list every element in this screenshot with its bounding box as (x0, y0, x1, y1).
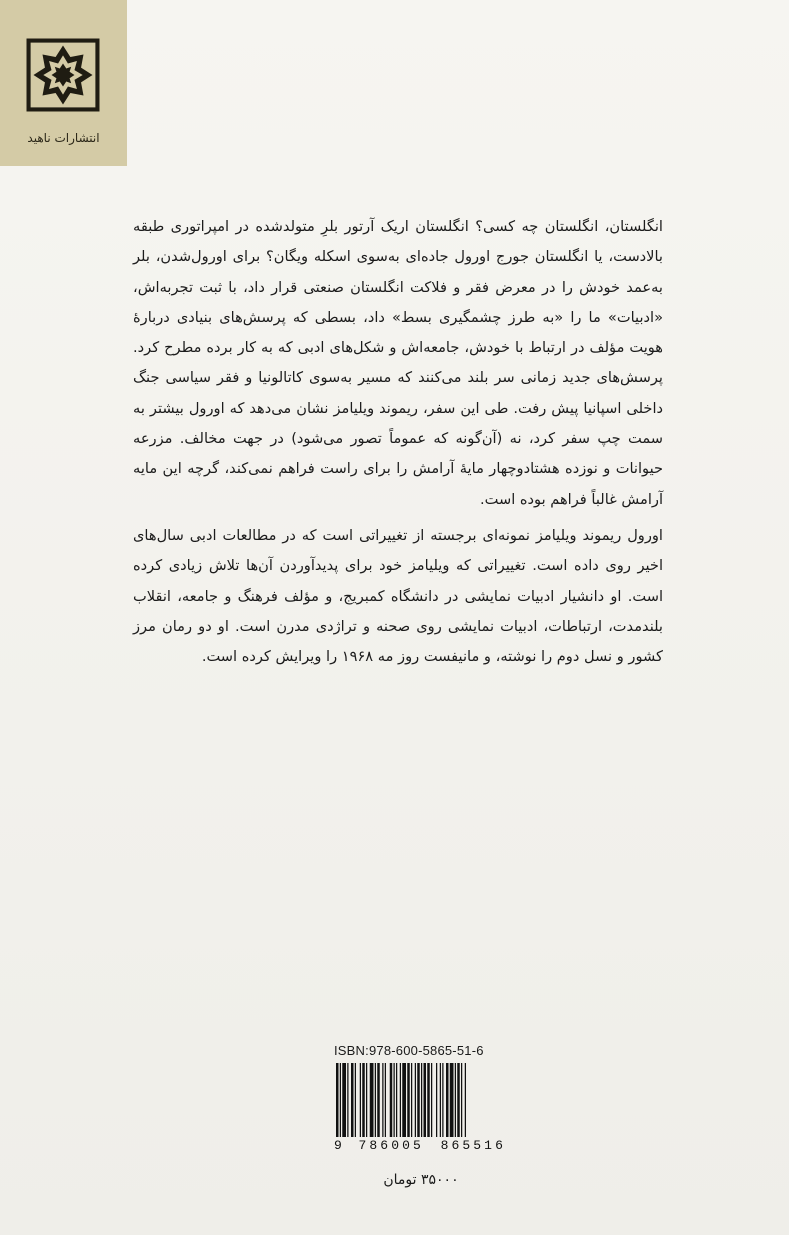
barcode-digits-left: 786005 (358, 1138, 424, 1153)
barcode-image (334, 1063, 506, 1137)
barcode-bar (390, 1063, 393, 1137)
barcode-bar (336, 1063, 339, 1137)
barcode-bar (440, 1063, 441, 1137)
barcode-bar (450, 1063, 454, 1137)
barcode-digits-right: 865516 (440, 1138, 506, 1153)
barcode-bar (421, 1063, 422, 1137)
barcode-bar (417, 1063, 420, 1137)
blurb-paragraph-1: انگلستان، انگلستان چه کسی؟ انگلستان اریک آرتور بلرِ متولدشده در امپراتوری طبقه بالادست، یا انگلستان جورج اورول جاده‌ای به‌سوی اسکله ویگان؟ برای اورول‌شدن، بلر به‌عمد خودش را در معرض فقر و فلاکت انگلستان صنعتی قرار داد، با ثبت تجربه‌اش، «ادبیات» ما را «به طرز چشمگیری بسط» داد، بسطی که پرسش‌های بنیادی دربارهٔ هویت مؤلف در ارتباط با خودش، جامعه‌اش و شکل‌های ادبی که به کار برده مطرح کرد. پرسش‌های جدید زمانی سر بلند می‌کنند که مسیر به‌سوی کاتالونیا و فقر سیاسی جنگ داخلی اسپانیا پیش رفت. طی این سفر، ریموند ویلیامز نشان می‌دهد که اورول بیشتر به سمت چپ سفر کرد، نه (آن‌گونه که عموماً تصور می‌شود) در جهت مخالف. مزرعه حیوانات و نوزده هشتادوچهار مایهٔ آرامش را برای راست فراهم نمی‌کند، گرچه این مایه آرامش غالباً فراهم بوده است. (133, 218, 663, 508)
barcode-bar (442, 1063, 443, 1137)
barcode-bar (400, 1063, 401, 1137)
barcode-bar (385, 1063, 386, 1137)
barcode-bar (396, 1063, 397, 1137)
barcode-bar (411, 1063, 412, 1137)
barcode-bar (375, 1063, 376, 1137)
publisher-name: انتشارات ناهید (27, 131, 100, 145)
barcode-bar (465, 1063, 466, 1137)
barcode-bar (427, 1063, 430, 1137)
barcode-digits (334, 1138, 506, 1153)
barcode-bar (355, 1063, 356, 1137)
barcode-bar (360, 1063, 361, 1137)
barcode-bar (351, 1063, 354, 1137)
barcode-bar (457, 1063, 460, 1137)
barcode-bar (407, 1063, 410, 1137)
barcode-bar (362, 1063, 365, 1137)
publisher-logo-box (0, 0, 127, 166)
barcode-digit-first: 9 (334, 1138, 342, 1153)
barcode-bar (394, 1063, 395, 1137)
barcode-bar (415, 1063, 416, 1137)
isbn-label: ISBN:978-600-5865-51-6 (334, 1043, 484, 1058)
blurb-text (133, 212, 663, 672)
barcode-bar (347, 1063, 348, 1137)
barcode-bar (455, 1063, 456, 1137)
barcode-bar (342, 1063, 346, 1137)
barcode-bar (382, 1063, 383, 1137)
barcode-bar (370, 1063, 374, 1137)
barcode-bar (446, 1063, 449, 1137)
barcode-bar (340, 1063, 341, 1137)
barcode-bar (461, 1063, 462, 1137)
barcode-bar (431, 1063, 432, 1137)
barcode-bar (424, 1063, 427, 1137)
price-label: ۳۵۰۰۰ تومان (383, 1172, 459, 1188)
barcode-bar (377, 1063, 380, 1137)
star-emblem-icon (22, 34, 104, 116)
barcode-bar (402, 1063, 406, 1137)
barcode-bar (366, 1063, 367, 1137)
barcode-bar (436, 1063, 437, 1137)
blurb-paragraph-2: اورول ریموند ویلیامز نمونه‌ای برجسته از تغییراتی است که در مطالعات ادبی سال‌های اخیر روی داده است. تغییراتی که ویلیامز خود برای پدیدآوردن آن‌ها تلاش زیادی کرده است. او دانشیار ادبیات نمایشی در دانشگاه کمبریج، و مؤلف فرهنگ و جامعه، انقلاب بلندمدت، ارتباطات، ادبیات نمایشی روی صحنه و تراژدی مدرن است. او دو رمان مرز کشور و نسل دوم را نوشته، و مانیفست روز مه ۱۹۶۸ را ویرایش کرده است. (133, 526, 663, 666)
